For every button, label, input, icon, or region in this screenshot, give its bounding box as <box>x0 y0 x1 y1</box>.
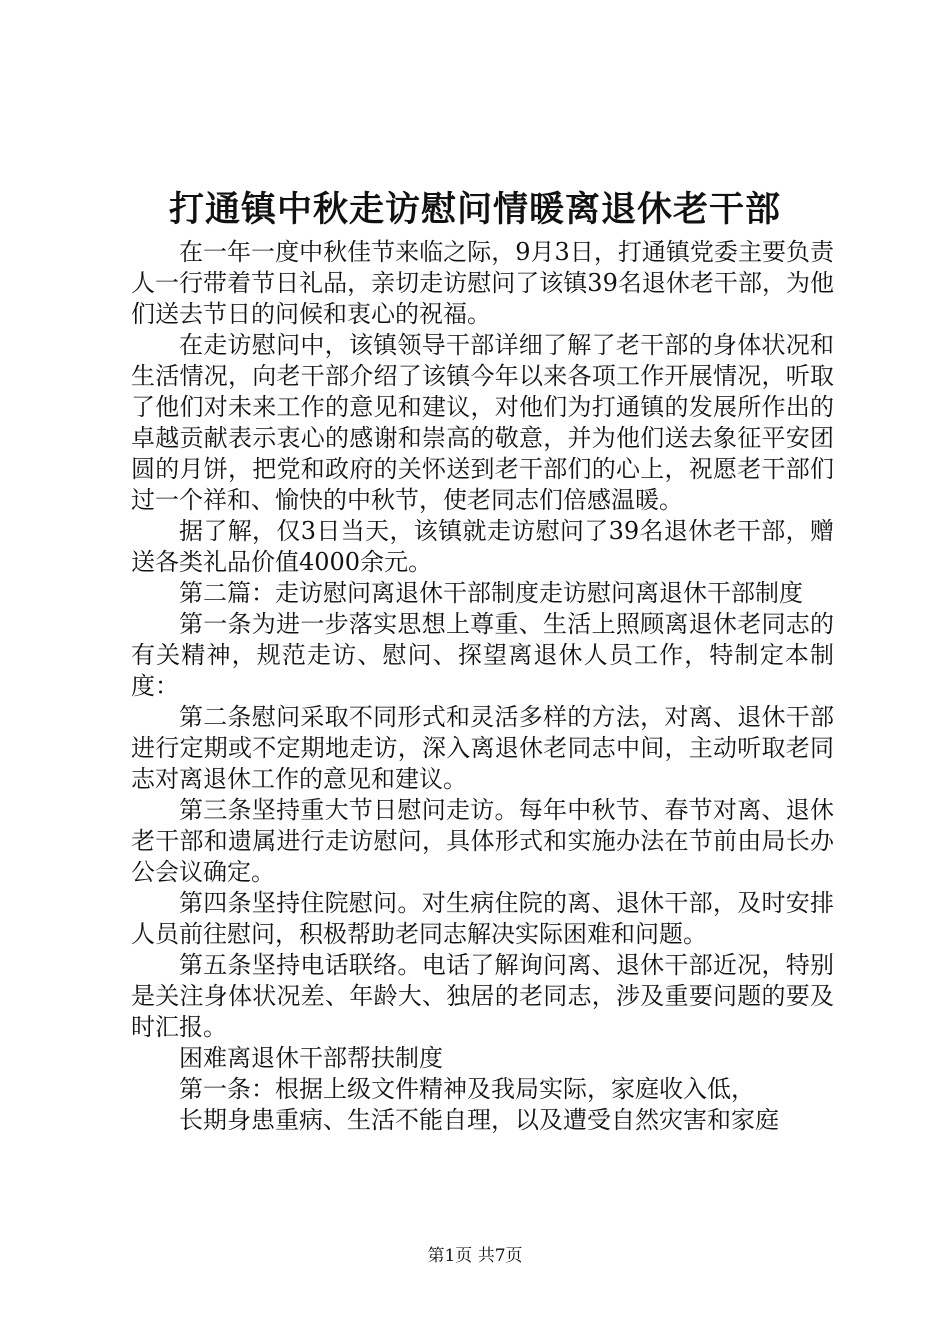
paragraph: 在走访慰问中，该镇领导干部详细了解了老干部的身体状况和生活情况，向老干部介绍了该镇今年以来各项工作开展情况，听取了他们对未来工作的意见和建议，对他们为打通镇的发展所作出的卓越贡献表示衷心的感谢和崇高的敬意，并为他们送去象征平安团圆的月饼，把党和政府的关怀送到老干部们的心上，祝愿老干部们过一个祥和、愉快的中秋节，使老同志们倍感温暖。 <box>131 331 834 514</box>
paragraph: 第四条坚持住院慰问。对生病住院的离、退休干部，及时安排人员前往慰问，积极帮助老同志解决实际困难和问题。 <box>131 889 834 948</box>
section-heading: 第二篇：走访慰问离退休干部制度走访慰问离退休干部制度 <box>179 579 803 607</box>
paragraph: 第一条：根据上级文件精神及我局实际，家庭收入低， <box>179 1075 755 1103</box>
document-title: 打通镇中秋走访慰问情暖离退休老干部 <box>168 189 781 230</box>
paragraph: 长期身患重病、生活不能自理，以及遭受自然灾害和家庭 <box>179 1106 779 1134</box>
paragraph: 在一年一度中秋佳节来临之际，9月3日，打通镇党委主要负责人一行带着节日礼品，亲切走访慰问了该镇39名退休老干部，为他们送去节日的问候和衷心的祝福。 <box>131 238 834 328</box>
paragraph: 第三条坚持重大节日慰问走访。每年中秋节、春节对离、退休老干部和遗属进行走访慰问，具体形式和实施办法在节前由局长办公会议确定。 <box>131 796 834 886</box>
paragraph: 第一条为进一步落实思想上尊重、生活上照顾离退休老同志的有关精神，规范走访、慰问、探望离退休人员工作，特制定本制度： <box>131 610 834 700</box>
paragraph: 第二条慰问采取不同形式和灵活多样的方法，对离、退休干部进行定期或不定期地走访，深入离退休老同志中间，主动听取老同志对离退休工作的意见和建议。 <box>131 703 834 793</box>
paragraph: 据了解，仅3日当天，该镇就走访慰问了39名退休老干部，赠送各类礼品价值4000余元。 <box>131 517 834 576</box>
page-number: 第1页 共7页 <box>427 1246 523 1266</box>
paragraph: 第五条坚持电话联络。电话了解询问离、退休干部近况，特别是关注身体状况差、年龄大、独居的老同志，涉及重要问题的要及时汇报。 <box>131 951 834 1041</box>
section-heading: 困难离退休干部帮扶制度 <box>179 1044 443 1072</box>
document-body <box>131 237 834 1136</box>
